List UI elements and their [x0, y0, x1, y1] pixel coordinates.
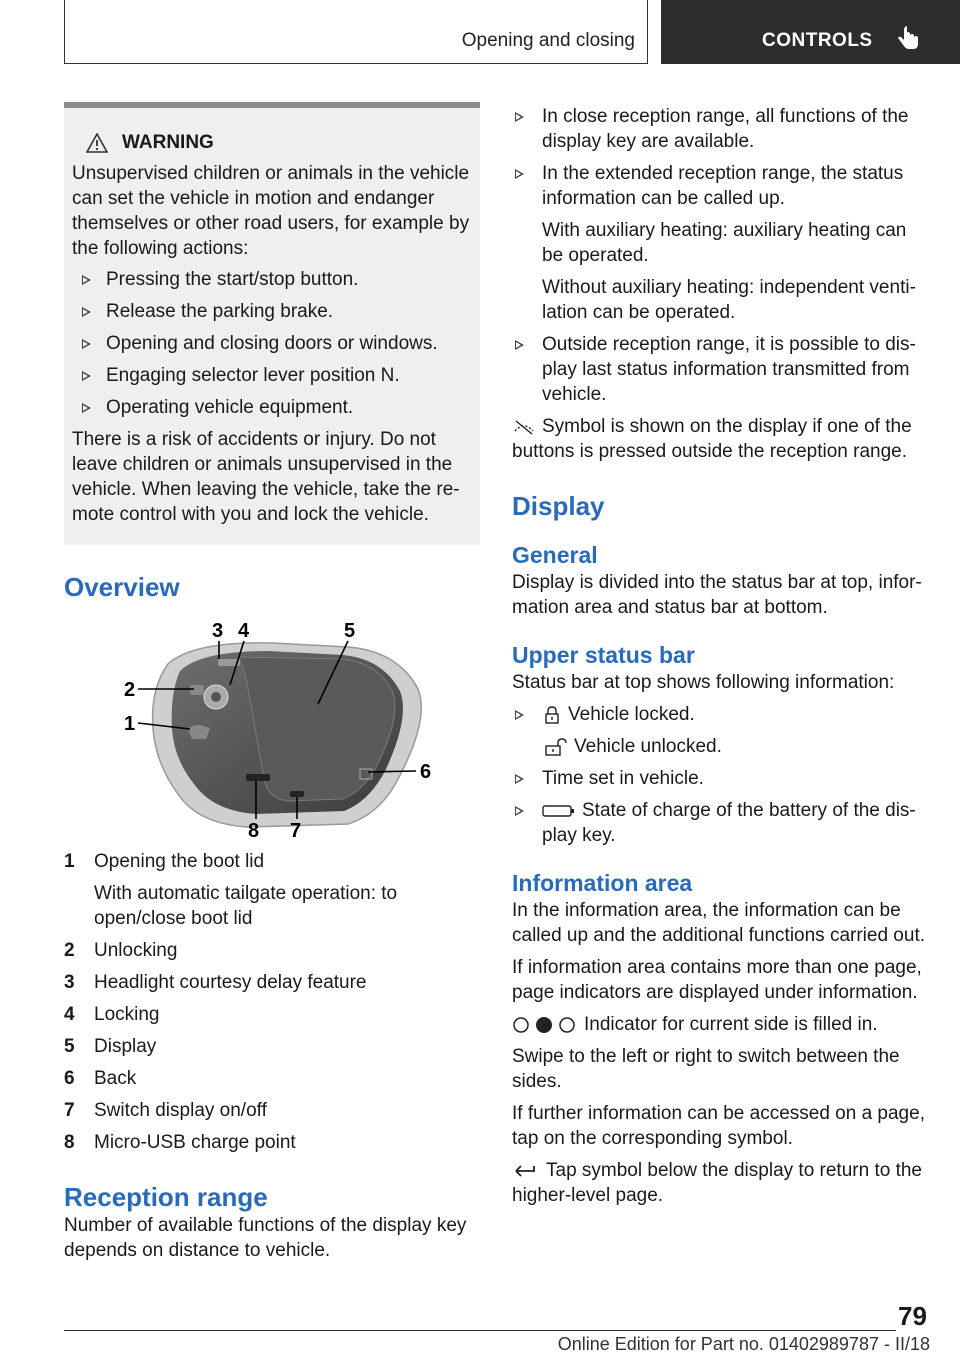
warning-action-list: [72, 267, 472, 420]
bullet-triangle-icon: [515, 774, 524, 784]
chapter-title: CONTROLS: [762, 30, 873, 51]
left-column: [64, 102, 480, 1263]
bullet-triangle-icon: [82, 275, 91, 285]
list-item: Opening and closing doors or windows.: [72, 331, 472, 356]
legend-item: 7 Switch display on/off: [64, 1100, 267, 1121]
bullet-triangle-icon: [82, 403, 91, 413]
list-item: Release the parking brake.: [72, 299, 472, 324]
section-title: Opening and closing: [461, 30, 635, 51]
page-indicator-icon: [512, 1016, 578, 1034]
header-section-box: [64, 0, 648, 64]
callout-3: 3: [212, 620, 224, 642]
hand-pointer-icon: [897, 26, 919, 52]
list-item: Operating vehicle equipment.: [72, 395, 472, 420]
bullet-triangle-icon: [515, 340, 524, 350]
bullet-triangle-icon: [82, 371, 91, 381]
list-item: Time set in vehicle.: [512, 766, 932, 791]
lock-closed-icon: [542, 705, 562, 725]
legend-item: 6 Back: [64, 1068, 137, 1089]
no-signal-icon: [512, 419, 536, 435]
chapter-tab: [661, 0, 960, 64]
lock-open-icon: [542, 737, 568, 757]
tap-info: If further information can be accessed on a page, tap on the corresponding symbol.: [512, 1103, 925, 1149]
callout-4: 4: [238, 620, 250, 642]
list-item: Vehicle locked. Vehicle unlocked.: [512, 702, 932, 759]
list-item: In the extended reception range, the status information can be called up. With auxiliary heating: auxiliary heating can be operated. Without auxiliary heating: independent venti-lation can be operated.: [512, 161, 932, 325]
list-item: Outside reception range, it is possible to dis-play last status information transmitted from vehicle.: [512, 332, 932, 407]
callout-6: 6: [420, 761, 432, 783]
back-arrow-icon: [512, 1163, 540, 1179]
reception-list: [512, 104, 932, 407]
info-body-2: If information area contains more than one page, page indicators are displayed under information.: [512, 957, 922, 1003]
display-heading: Display: [512, 491, 605, 521]
footer-divider: [64, 1330, 896, 1331]
bullet-triangle-icon: [515, 169, 524, 179]
warning-intro: Unsupervised children or animals in the vehicle can set the vehicle in motion and endanger themselves or other road users, for example by the following actions:: [72, 163, 470, 259]
symbol-note: Symbol is shown on the display if one of the buttons is pressed outside the reception range.: [512, 416, 912, 462]
bullet-triangle-icon: [515, 710, 524, 720]
bullet-triangle-icon: [82, 307, 91, 317]
callout-7: 7: [290, 820, 302, 841]
list-item: In close reception range, all functions of the display key are available.: [512, 104, 932, 154]
reception-body: Number of available functions of the display key depends on distance to vehicle.: [64, 1215, 467, 1261]
general-body: Display is divided into the status bar at top, infor-mation area and status bar at bottom.: [512, 572, 922, 618]
upper-status-heading: Upper status bar: [512, 642, 695, 668]
general-heading: General: [512, 542, 598, 568]
display-key-illustration: [98, 619, 438, 841]
warning-triangle-icon: [86, 133, 108, 153]
warning-header: [86, 130, 472, 155]
upper-status-body: Status bar at top shows following information:: [512, 672, 895, 693]
indicator-note: Indicator for current side is filled in.: [512, 1012, 932, 1037]
legend-item: 8 Micro-USB charge point: [64, 1132, 296, 1153]
legend-item: 3 Headlight courtesy delay feature: [64, 972, 367, 993]
warning-box: [64, 102, 480, 545]
callout-8: 8: [248, 820, 260, 841]
warning-title: WARNING: [122, 132, 214, 153]
info-area-heading: Information area: [512, 870, 693, 896]
display-key-figure: [98, 619, 438, 841]
callout-1: 1: [124, 713, 136, 735]
page-number: 79: [898, 1301, 927, 1331]
battery-icon: [542, 804, 576, 818]
footer-edition: Online Edition for Part no. 01402989787 - II/18: [557, 1334, 930, 1354]
callout-2: 2: [124, 679, 136, 701]
back-note: Tap symbol below the display to return to the higher-level page.: [512, 1160, 922, 1206]
warning-outro: There is a risk of accidents or injury. Do not leave children or animals unsupervised in the vehicle. When leaving the vehicle, take the re-mote control with you and lock the vehicle.: [72, 429, 460, 525]
legend-item: 5 Display: [64, 1036, 157, 1057]
bullet-triangle-icon: [515, 112, 524, 122]
reception-heading: Reception range: [64, 1182, 268, 1212]
bullet-triangle-icon: [82, 339, 91, 349]
list-item: Engaging selector lever position N.: [72, 363, 472, 388]
legend-item: 4 Locking: [64, 1004, 160, 1025]
overview-heading: Overview: [64, 572, 180, 602]
legend-item: 2 Unlocking: [64, 940, 178, 961]
right-column: [512, 104, 932, 1208]
list-item: State of charge of the battery of the dis-play key.: [512, 798, 932, 848]
callout-5: 5: [344, 620, 356, 642]
status-bar-list: [512, 702, 932, 848]
overview-legend: [64, 849, 480, 1155]
legend-item: 1 Opening the boot lid With automatic tailgate operation: to open/close boot lid: [64, 851, 398, 929]
bullet-triangle-icon: [515, 806, 524, 816]
list-item: Pressing the start/stop button.: [72, 267, 472, 292]
info-body-1: In the information area, the information can be called up and the additional functions carried out.: [512, 900, 925, 946]
swipe-note: Swipe to the left or right to switch between the sides.: [512, 1046, 900, 1092]
